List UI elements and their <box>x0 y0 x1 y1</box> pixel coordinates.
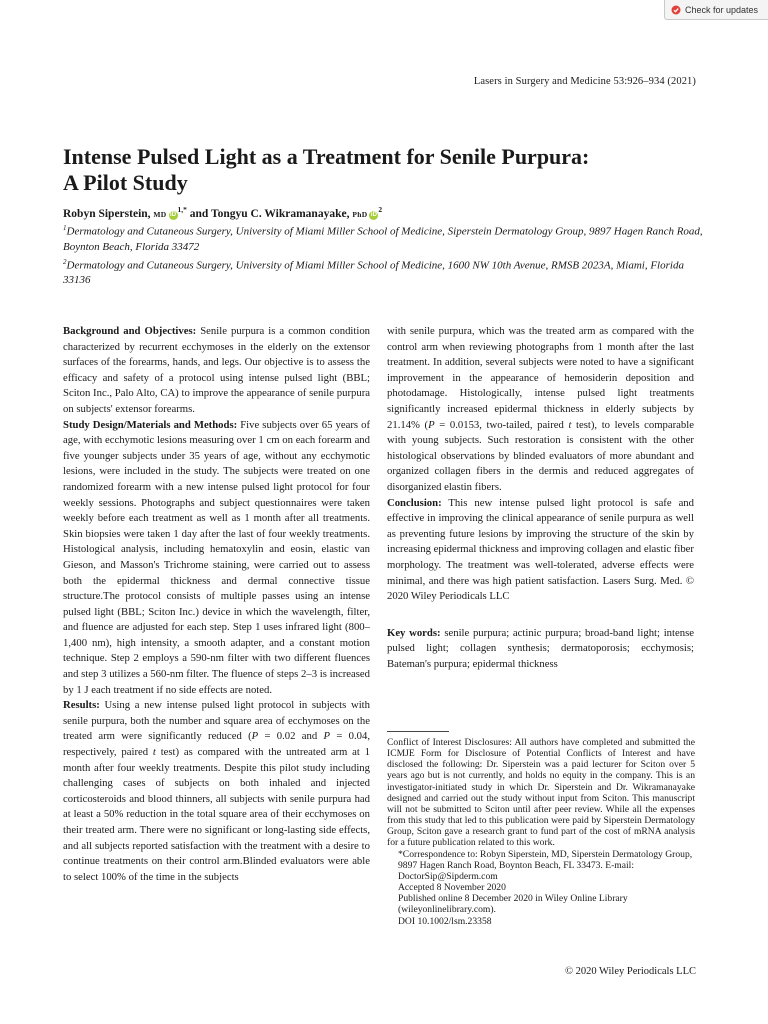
affiliations <box>63 221 703 288</box>
conclusion-heading: Conclusion: <box>387 496 442 509</box>
author-1-name: Robyn Siperstein, <box>63 207 151 220</box>
check-for-updates-button[interactable] <box>664 0 768 20</box>
correspondence: *Correspondence to: Robyn Siperstein, MD, Siperstein Dermatology Group, 9897 Hagen Ranch Road, Boynton Beach, FL 33473. E-mail: DoctorSip@Sipderm.com <box>398 848 693 882</box>
footnotes <box>387 737 695 927</box>
background-heading: Background and Objectives: <box>63 325 197 337</box>
results-text: with senile purpura, which was the treated arm as compared with the control arm when reviewing photographs from 1 month after the last treatment. In addition, several subjects were noted to have a significant improvement in the appearance of hemosiderin deposition and photodamage. Histologically, intense pulsed light treatments significantly increased epidermal thickness in elderly subjects by 21.14% ( <box>387 325 694 431</box>
abstract-background <box>63 324 370 418</box>
running-head: Lasers in Surgery and Medicine 53:926–934 (2021) <box>473 76 696 87</box>
orcid-icon[interactable]: iD <box>170 211 177 218</box>
abstract-results-part1 <box>63 698 370 885</box>
key-words <box>387 626 694 673</box>
t-symbol: t <box>152 746 156 759</box>
footnote-rule <box>387 731 449 732</box>
results-text: Using a new intense pulsed light protocol in subjects with senile purpura, both the number and square area of ecchymoses on the treated arm were significantly reduced ( <box>63 699 370 743</box>
affiliation-1 <box>63 221 703 255</box>
accepted-date: Accepted 8 November 2020 <box>398 882 506 894</box>
article-title <box>63 144 703 196</box>
p-symbol: P <box>251 730 259 743</box>
title-line-1: Intense Pulsed Light as a Treatment for Senile Purpura: <box>63 144 590 169</box>
results-text: = 0.04, respectively, paired <box>63 730 370 759</box>
affiliation-2-number: 2 <box>63 257 67 266</box>
p-symbol: P <box>428 418 435 431</box>
abstract-results-part2 <box>387 324 694 496</box>
key-words-text: senile purpura; actinic purpura; broad-band light; intense pulsed light; collagen synthesis; dermatoporosis; ecchymosis; Bateman's purpura; epidermal thickness <box>387 626 694 670</box>
t-symbol: t <box>568 418 572 431</box>
author-1-affil-mark: 1,* <box>177 205 187 214</box>
abstract-conclusion <box>387 496 694 605</box>
crossmark-icon <box>671 5 681 15</box>
conflict-of-interest: Conflict of Interest Disclosures: All authors have completed and submitted the ICMJE Form for Disclosure of Potential Conflicts of Interest and have disclosed the following: Dr. Siperstein was a paid lecturer for Sciton over 5 years ago but is not currently, and holds no equity in the company. This is an investigator-initiated study in which Dr. Siperstein and Dr. Wikramanayake designed and carried out the study without input from Sciton. This manuscript will not be submitted to Sciton until after peer review. While all the expenses from this study that led to this publication were paid by Siperstein Dermatology Group, Sciton gave a research grant to fund part of the cost of mRNA analysis for a future publication related to this work. <box>387 737 695 849</box>
orcid-icon[interactable]: iD <box>370 211 377 218</box>
abstract-study-design <box>63 418 370 699</box>
check-for-updates-label: Check for updates <box>685 4 759 15</box>
background-text: Senile purpura is a common condition characterized by recurrent ecchymoses in the elderly on the extensor surfaces of the forearms, hands, and legs. Our objective is to assess the efficacy and safety of a protocol using intense pulsed light (BBL; Sciton Inc., Palo Alto, CA) to improve the appearance of senile purpura on subjects' extensor forearms. <box>63 325 371 415</box>
affiliation-1-text: Dermatology and Cutaneous Surgery, University of Miami Miller School of Medicine, Siperstein Dermatology Group, 9897 Hagen Ranch Road, Boynton Beach, Florida 33472 <box>63 225 703 253</box>
conclusion-text: This new intense pulsed light protocol is safe and effective in improving the clinical appearance of senile purpura as well as preventing future lesions by improving the structure of the skin by increasing epidermal thickness and improving collagen and elastic fiber morphology. The treatment was well-tolerated, adverse effects were minimal, and there was high patient satisfaction. Lasers Surg. Med. © 2020 Wiley Periodicals LLC <box>387 496 694 603</box>
results-text: = 0.02 and <box>258 730 324 743</box>
doi: DOI 10.1002/lsm.23358 <box>398 915 492 927</box>
abstract-left-column <box>63 324 370 885</box>
results-text: test), to levels comparable with young subjects. Such restoration is consistent with the other histological observations by blinded evaluators of more abundant and organized collagen fibers in the dermis and reduced aggregates of disorganized elastin fibers. <box>387 418 694 493</box>
published-online: Published online 8 December 2020 in Wiley Online Library (wileyonlinelibrary.com). <box>398 893 628 916</box>
p-symbol: P <box>323 730 331 743</box>
key-words-heading: Key words: <box>387 626 441 639</box>
results-text: = 0.0153, two-tailed, paired <box>434 418 569 431</box>
study-design-heading: Study Design/Materials and Methods: <box>63 418 238 431</box>
study-design-text: Five subjects over 65 years of age, with ecchymotic lesions measuring over 1 cm on each forearm and five younger subjects under 35 years of age, without any ecchymotic lesions, were included in the study. The subjects were treated on one randomized forearm with a new intense pulsed light protocol for four weekly sessions. Photographs and subject questionnaires were taken weekly before each treatment as well as 1 month after all treatments. Skin biopsies were taken 1 day after the last of four weekly treatments. Histological analysis, including hematoxylin and eosin, elastic van Gieson, and Masson's Trichrome staining, were carried out to assess both the epidermal thickness and dermal connective tissue structure.The protocol consists of multiple passes using an intense pulsed light (BBL; Sciton Inc.) device in which the wavelength, filter, and fluence are adjusted for each step. Step 1 uses infrared light (800–1,400 nm), high intensity, a smooth adapter, and a constant motion technique. Step 2 employs a 590-nm filter with two different fluences and step 3 utilizes a 560-nm filter. The fluence of steps 2–3 is increased by 1 J each treatment if no side effects are noted. <box>63 418 371 696</box>
results-heading: Results: <box>63 699 100 712</box>
affiliation-2-text: Dermatology and Cutaneous Surgery, University of Miami Miller School of Medicine, 1600 NW 10th Avenue, RMSB 2023A, Miami, Florida 33136 <box>63 259 684 287</box>
author-2-degree: PhD <box>352 209 368 219</box>
copyright-footer: © 2020 Wiley Periodicals LLC <box>564 966 696 977</box>
title-line-2: A Pilot Study <box>63 170 188 195</box>
results-text: test) as compared with the untreated arm at 1 month after four weekly treatments. Despite this pilot study including challenging cases of subjects on both inhaled and injected corticosteroids and blood thinners, all subjects with senile purpura had at least a 50% reduction in the total square area of their ecchymoses on their treated arm. There were no significant or long-lasting side effects, and all subjects reported satisfaction with the treatment with a desire to continue treatments on their control arm.Blinded evaluators were able to select 100% of the time in the subjects <box>63 746 370 883</box>
author-line <box>63 205 382 220</box>
abstract-right-column <box>387 324 694 672</box>
author-2-name: and Tongyu C. Wikramanayake, <box>189 207 350 220</box>
author-2-affil-mark: 2 <box>378 205 383 214</box>
affiliation-2 <box>63 255 703 289</box>
affiliation-1-number: 1 <box>63 224 67 232</box>
author-1-degree: MD <box>153 209 167 219</box>
